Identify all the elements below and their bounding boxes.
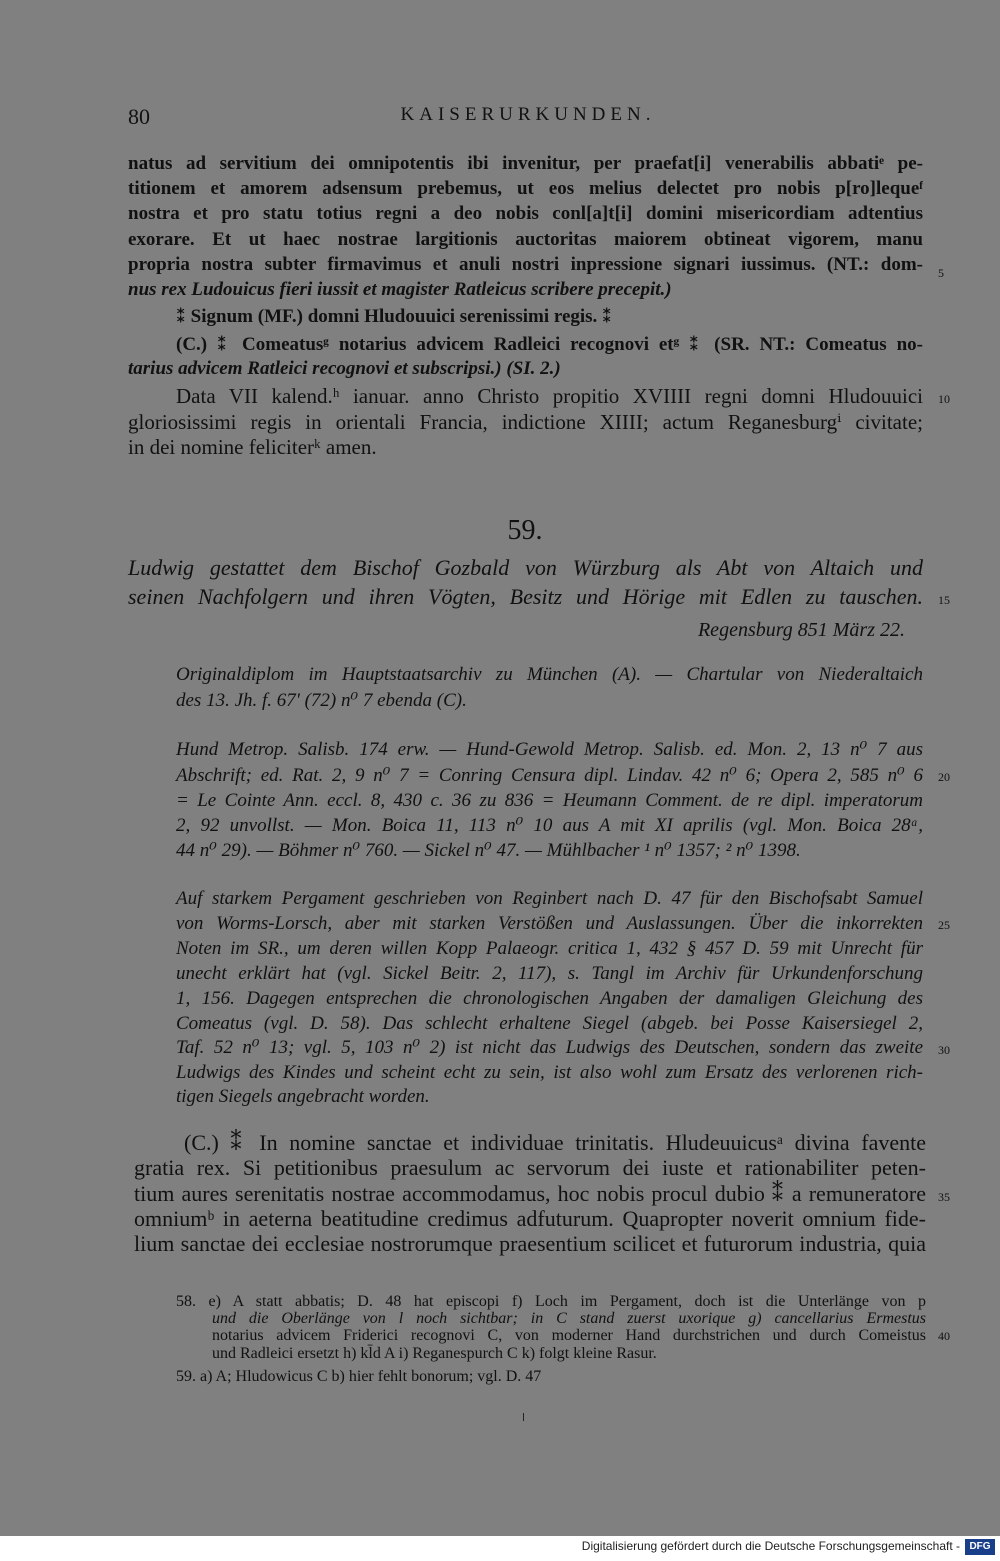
page-number: 80 [128, 104, 150, 129]
line-number: 20 [938, 770, 950, 784]
running-title: KAISERURKUNDEN. [400, 104, 656, 125]
commentary-line: unecht erklärt hat (vgl. Sickel Beitr. 2, 117), s. Tangl im Archiv für Urkundenforschung [176, 963, 923, 984]
footnote-line: und die Oberlänge von l noch sichtbar; in C stand zuerst uxorique g) cancellarius Ermestus [212, 1310, 926, 1327]
text-line: nus rex Ludouicus fieri iussit et magister Ratleicus scribere precepit.) [128, 279, 672, 300]
line-number: 30 [938, 1043, 950, 1057]
line-number: 40 [938, 1329, 950, 1343]
text-line: tarius advicem Ratleici recognovi et subscripsi.) (SI. 2.) [128, 358, 561, 379]
dating-line: in dei nomine feliciterᵏ amen. [128, 435, 377, 459]
commentary-line: Auf starkem Pergament geschrieben von Reginbert nach D. 47 für den Bischofsabt Samuel [176, 888, 923, 909]
document-number: 59. [507, 515, 543, 546]
dfg-logo-icon: DFG [965, 1539, 995, 1555]
commentary-line: Noten im SR., um deren willen Kopp Palaeogr. critica 1, 432 § 457 D. 59 mit Unrecht für [176, 938, 923, 959]
text-line: natus ad servitium dei omnipotentis ibi invenitur, per praefat[i] venerabilis abbatiᵉ pe- [128, 153, 923, 174]
dating-line: gloriosissimi regis in orientali Francia, indictione XIIII; actum Reganesburgⁱ civitate; [128, 410, 923, 434]
commentary-line: Taf. 52 n⁰ 13; vgl. 5, 103 n⁰ 2) ist nicht das Ludwigs des Deutschen, sondern das zweite [176, 1037, 923, 1058]
date-place: Regensburg 851 März 22. [697, 619, 905, 641]
line-number: 35 [938, 1190, 950, 1204]
commentary-line: tigen Siegels angebracht worden. [176, 1086, 430, 1107]
text-line: propria nostra subter firmavimus et anuli nostri inpressione signari iussimus. (NT.: dom- [128, 254, 923, 275]
summary-line: seinen Nachfolgern und ihren Vögten, Besitz und Hörige mit Edlen zu tauschen. [128, 584, 923, 609]
digitization-footer [0, 1536, 1000, 1561]
footnote-line: notarius advicem Friderici recognovi C, von moderner Hand durchstrichen und durch Comeistus [212, 1327, 926, 1344]
line-number: 25 [938, 918, 950, 932]
literature-line: 44 n⁰ 29). — Böhmer n⁰ 760. — Sickel n⁰ 47. — Mühlbacher ¹ n⁰ 1357; ² n⁰ 1398. [176, 840, 801, 861]
summary-line: Ludwig gestattet dem Bischof Gozbald von Würzburg als Abt von Altaich und [128, 555, 923, 580]
literature-line: = Le Cointe Ann. eccl. 8, 430 c. 36 zu 836 = Heumann Comment. de re dipl. imperatorum [176, 790, 923, 811]
page-header [128, 104, 928, 134]
literature-line: 2, 92 unvollst. — Mon. Boica 11, 113 n⁰ 10 aus A mit XI aprilis (vgl. Mon. Boica 28ᵃ, [176, 815, 923, 836]
recognition-line: (C.) ⁑ Comeatusᵍ notarius advicem Radleici recognovi etᵍ ⁑ (SR. NT.: Comeatus no- [176, 334, 923, 355]
page-end-mark [523, 1413, 524, 1421]
commentary-line: Ludwigs des Kindes und scheint echt zu sein, ist also wohl zum Ersatz des verlorenen rich- [176, 1062, 923, 1083]
charter-text-line: (C.) ⁑ In nomine sanctae et individuae trinitatis. Hludeuuicusᵃ divina favente [184, 1130, 926, 1155]
commentary-line: Comeatus (vgl. D. 58). Das schlecht erhaltene Siegel (abgeb. bei Posse Kaisersiegel 2, [176, 1013, 923, 1034]
charter-text-line: omniumᵇ in aeterna beatitudine credimus adfuturum. Quapropter noverit omnium fide- [134, 1206, 926, 1231]
footnote-line: 59. a) A; Hludowicus C b) hier fehlt bonorum; vgl. D. 47 [176, 1368, 542, 1385]
signum-line: ⁑ Signum (MF.) domni Hludouuici serenissimi regis. ⁑ [176, 306, 612, 327]
text-line: exorare. Et ut haec nostrae largitionis auctoritas maiorem obtineat vigorem, manu [128, 229, 923, 250]
dating-line: Data VII kalend.ʰ ianuar. anno Christo propitio XVIIII regni domni Hludouuici [176, 384, 923, 408]
line-number: 10 [938, 392, 950, 406]
sources-line: Originaldiplom im Hauptstaatsarchiv zu München (A). — Chartular von Niederaltaich [176, 664, 923, 685]
charter-text-line: tium aures serenitatis nostrae accommodamus, hoc nobis procul dubio ⁑ a remuneratore [134, 1181, 926, 1206]
literature-line: Hund Metrop. Salisb. 174 erw. — Hund-Gewold Metrop. Salisb. ed. Mon. 2, 13 n⁰ 7 aus [176, 739, 923, 760]
footnote-line: 58. e) A statt abbatis; D. 48 hat episcopi f) Loch im Pergament, doch ist die Unterlänge von p [176, 1293, 926, 1310]
line-number: 5 [938, 266, 944, 280]
funding-note: Digitalisierung gefördert durch die Deutsche Forschungsgemeinschaft - [581, 1539, 960, 1553]
commentary-line: von Worms-Lorsch, aber mit starken Verstößen und Auslassungen. Über die inkorrekten [176, 913, 923, 934]
literature-line: Abschrift; ed. Rat. 2, 9 n⁰ 7 = Conring Censura dipl. Lindav. 42 n⁰ 6; Opera 2, 585 n⁰ 6 [176, 765, 923, 786]
sources-line: des 13. Jh. f. 67' (72) n⁰ 7 ebenda (C). [176, 690, 467, 711]
charter-text-line: lium sanctae dei ecclesiae nostrorumque praesentium scilicet et futurorum industria, quia [134, 1231, 926, 1256]
text-line: nostra et pro statu totius regni a deo nobis conl[a]t[i] domini misericordiam adtentius [128, 203, 923, 224]
line-number: 15 [938, 593, 950, 607]
commentary-line: 1, 156. Dagegen entsprechen die chronologischen Angaben der damaligen Gleichung des [176, 988, 923, 1009]
footnote-line: und Radleici ersetzt h) kl̄d A i) Reganespurch C k) folgt kleine Rasur. [212, 1345, 657, 1362]
charter-text-line: gratia rex. Si petitionibus praesulum ac servorum dei iuste et rationabiliter peten- [134, 1155, 926, 1180]
text-line: titionem et amorem adsensum prebemus, ut eos melius delectet pro nobis p[ro]lequeᶠ [128, 178, 923, 199]
